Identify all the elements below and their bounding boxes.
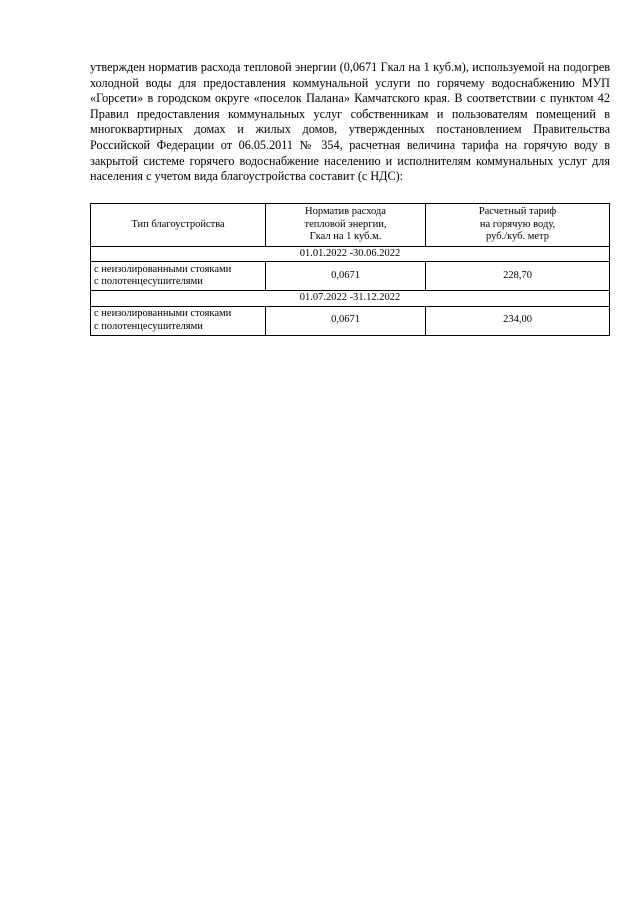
cell-improvement-type: с неизолированными стояками с полотенцесушителями [91, 306, 266, 335]
body-paragraph: утвержден норматив расхода тепловой энергии (0,0671 Гкал на 1 куб.м), используемой на подогрев холодной воды для предоставления коммунальной услуги по горячему водоснабжению МУП «Горсети» в городском округе «поселок Палана» Камчатского края. В соответствии с пунктом 42 Правил предоставления коммунальных услуг собственникам и пользователям помещений в многоквартирных домах и жилых домов, утвержденных постановлением Правительства Российской Федерации от 06.05.2011 № 354, расчетная величина тарифа на горячую воду в закрытой системе горячего водоснабжение населению и исполнителям коммунальных услуг для населения с учетом вида благоустройства составит (с НДС): [90, 60, 610, 184]
table-row [91, 306, 610, 335]
cell-heat-norm: 0,0671 [266, 262, 426, 291]
period-row [91, 246, 610, 261]
document-page [90, 60, 610, 336]
table-header-row [91, 203, 610, 246]
cell-improvement-type: с неизолированными стояками с полотенцесушителями [91, 262, 266, 291]
header-tariff: Расчетный тариф на горячую воду, руб./куб. метр [426, 203, 610, 246]
period-label: 01.01.2022 -30.06.2022 [91, 246, 610, 261]
cell-tariff: 234,00 [426, 306, 610, 335]
cell-tariff: 228,70 [426, 262, 610, 291]
header-heat-norm: Норматив расхода тепловой энергии, Гкал на 1 куб.м. [266, 203, 426, 246]
header-improvement-type: Тип благоустройства [91, 203, 266, 246]
tariff-table [90, 203, 610, 336]
table-row [91, 262, 610, 291]
cell-heat-norm: 0,0671 [266, 306, 426, 335]
period-label: 01.07.2022 -31.12.2022 [91, 291, 610, 306]
period-row [91, 291, 610, 306]
